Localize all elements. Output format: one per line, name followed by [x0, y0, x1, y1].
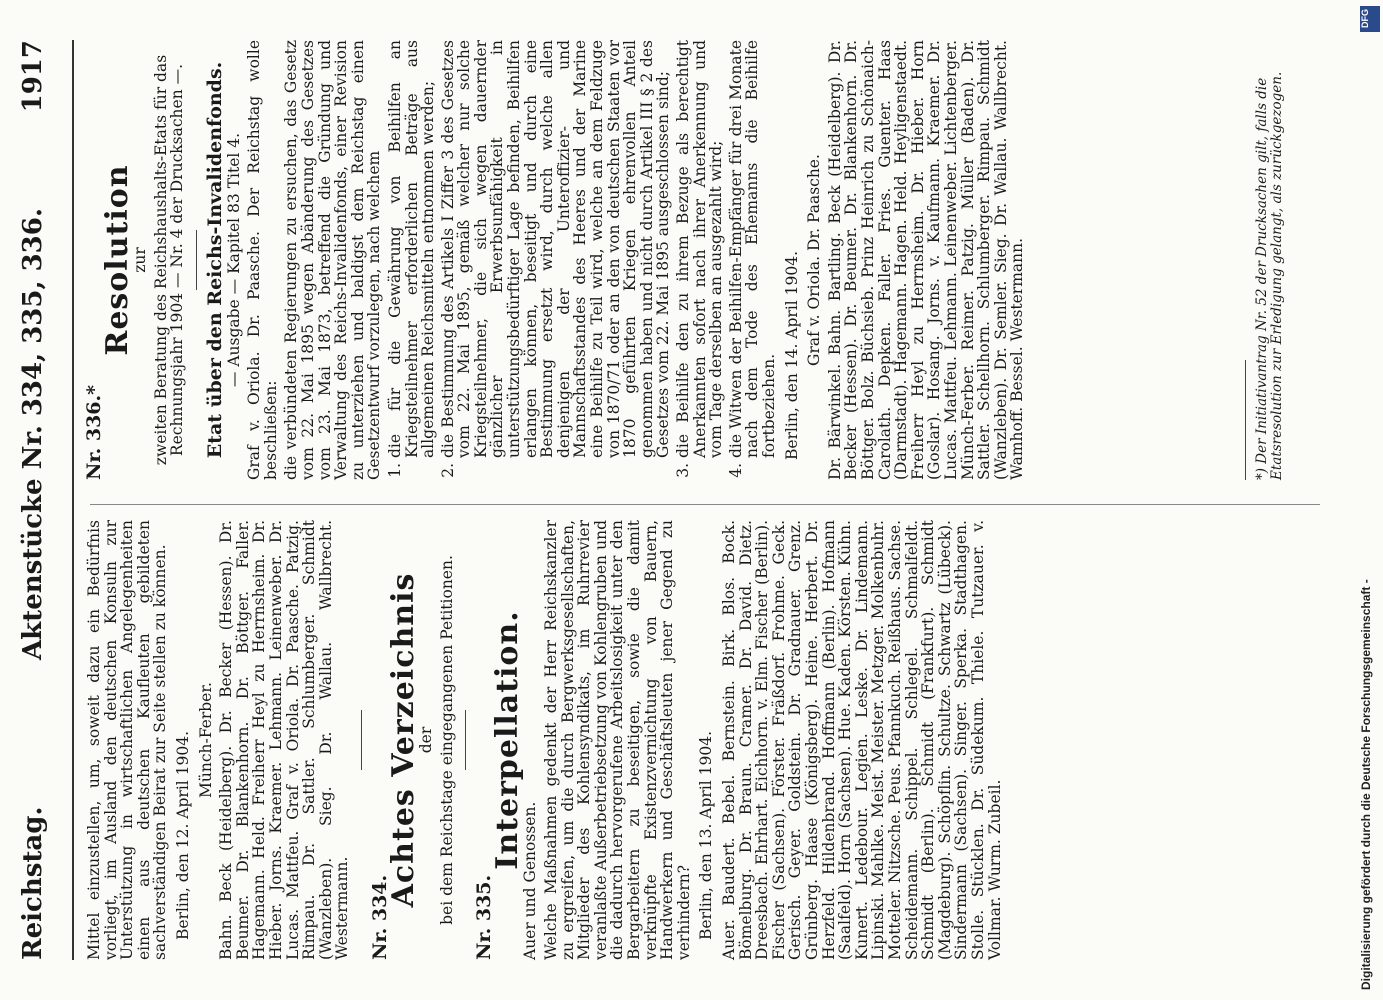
signers-1: Bahn. Beck (Heidelberg). Dr. Becker (Hessen). Dr. Beumer. Dr. Blankenhorn. Dr. Böttger. Faller. Hagemann. Held. Freiherr Heyl zu Herrnsheim. Dr. Hieber. Jorns. Kraemer. Lehmann. Leinenweber. Dr. Lucas. Mattfeu. Graf v. Oriola. Dr. Paasche. Patzig. Rimpau. Dr. Sattler. Schlumberger. Schmidt (Wanzleben). Sieg. Dr. Wallau. Wallbrecht. Westermann.	[217, 520, 352, 960]
motion-body: die verbündeten Regierungen zu ersuchen, das Gesetz vom 22. Mai 1895 wegen Abänderung des Gesetzes vom 23. Mai 1873, betreffend die Gründung und Verwaltung des Reichs-Invalidenfonds, einer Revision zu unterziehen und baldigst dem Reichstag einen Gesetzentwurf vorzulegen, nach welchem	[282, 40, 384, 480]
section-divider	[465, 710, 466, 770]
etat-subtitle: — Ausgabe — Kapitel 83 Titel 4.	[224, 132, 243, 388]
motion-item: 1. die für die Gewährung von Beihilfen an Kriegsteilnehmer erforderlichen Beträge aus allgemeinen Reichsmitteln entnommen werden;	[387, 40, 437, 458]
nr-336: Nr. 336.*	[83, 384, 105, 480]
motion-item: 3. die Beihilfe den zu ihrem Bezuge als berechtigt Anerkannten sofort nach ihrer Anerkennung und vom Tage derselben an ausgezahlt wird;	[675, 40, 725, 458]
subtitle-336: zweiten Beratung des Reichshaushalts-Etats für das Rechnungsjahr 1904 — Nr. 4 der Drucksachen —.	[151, 54, 187, 466]
motion-line: Graf v. Oriola. Dr. Paasche. Der Reichstag wolle beschließen:	[245, 40, 280, 480]
subtitle-334: bei dem Reichstage eingegangenen Petitionen.	[437, 555, 456, 925]
title-336: Resolution	[99, 164, 135, 356]
date-2: Berlin, den 13. April 1904.	[697, 730, 716, 940]
etat-title: Etat über den Reichs-Invalidenfonds.	[203, 61, 226, 459]
column-separator	[90, 504, 1320, 505]
dfg-logo: DFG	[1360, 6, 1380, 32]
right-column	[83, 40, 1030, 480]
interpellation-text: Welche Maßnahmen gedenkt der Herr Reichskanzler zu ergreifen, um die durch Bergwerksgesellschaften, Mitglieder des Kohlensyndikats, im Ruhrrevier veranlaßte Außerbetriebsetzung von Kohlengruben und die dadurch hervorgerufene Arbeitslosigkeit unter den Bergarbeitern zu beseitigen, sowie die damit verknüpfte Existenzvernichtung von Bauern, Handwerkern und Geschäftsleuten jener Gegend zu verhindern?	[542, 520, 693, 960]
page-header	[18, 40, 78, 960]
header-rule	[72, 40, 74, 960]
page-number: 1917	[18, 40, 48, 113]
title-335: Interpellation.	[489, 610, 525, 870]
motion-item: 2. die Bestimmung des Artikels I Ziffer 3 des Gesetzes vom 22. Mai 1895, gemäß welcher nur solche Kriegsteilnehmer, die sich wegen dauernder gänzlicher Erwerbsunfähigkeit in unterstützungsbedürftiger Lage befinden, Beihilfen erlangen können, beseitigt und durch eine Bestimmung ersetzt wird, durch welche allen denjenigen der Unteroffizier- und Mannschaftsstandes des Heeres und der Marine eine Beihilfe zu Teil wird, welche an dem Feldzuge von 1870/71 oder an den von deutschen Staaten vor 1870 geführten Kriegen ehrenvollen Anteil genommen haben und nicht durch Artikel III § 2 des Gesetzes vom 22. Mai 1895 ausgeschlossen sind;	[440, 40, 672, 458]
signer-1: Münch-Ferber.	[196, 682, 215, 798]
motion-items	[387, 40, 778, 480]
digitization-credit: Digitalisierung gefördert durch die Deutsche Forschungsgemeinschaft -	[1359, 579, 1373, 990]
title-334: Achtes Verzeichnis	[385, 572, 421, 908]
intro-paragraph: Mittel einzustellen, um, soweit dazu ein Bedürfnis vorliegt, im Ausland den deutschen Konsuln zur Unterstützung in wirtschaftlichen Angelegenheiten einen aus deutschen Kaufleuten gebildeten sachverständigen Beirat zur Seite stellen zu können.	[85, 520, 170, 960]
footnote: *) Der Initiativantrag Nr. 52 der Drucksachen gilt, falls die Etatsresolution zur Erledigung gelangt, als zurückgezogen.	[1254, 71, 1285, 480]
auer-line: Auer und Genossen.	[521, 801, 540, 960]
der-label: der	[417, 726, 436, 754]
date-3: Berlin, den 14. April 1904.	[782, 250, 801, 460]
signers-3: Dr. Bärwinkel. Bahn. Bartling. Beck (Heidelberg). Dr. Becker (Hessen). Dr. Beumer. Dr. Blankenhorn. Dr. Böttger. Bolz. Büchsieb. Prinz Heinrich zu Schönaich-Carolath. Depken. Faller. Fries. Guenter. Haas (Darmstadt). Hagemann. Hagen. Held. Heyligenstaedt. Freiherr Heyl zu Herrnsheim. Dr. Hieber. Horn (Goslar). Hosang. Jorns. v. Kaufmann. Kraemer. Dr. Lucas. Mattfeu. Lehmann. Leinenweber. Lichtenberger. Münch-Ferber. Reimer. Patzig. Müller (Baden). Dr. Sattler. Schellhorn. Schlumberger. Rimpau. Schmidt (Wanzleben). Dr. Semler. Sieg. Dr. Wallau. Wallbrecht. Wamhoff. Bessel. Westermann.	[825, 40, 1027, 480]
signer-3: Graf v. Oriola. Dr. Paasche.	[805, 154, 824, 366]
header-left: Reichstag.	[18, 806, 48, 960]
left-column	[86, 520, 1007, 960]
section-divider	[196, 230, 197, 290]
nr-335: Nr. 335.	[473, 874, 496, 960]
footnote-rule	[1245, 360, 1246, 480]
nr-334: Nr. 334.	[368, 874, 391, 960]
section-divider	[361, 710, 362, 770]
motion-item: 4. die Witwen der Beihilfen-Empfänger für drei Monate nach dem Tode des Ehemanns die Beihilfe fortbeziehen.	[728, 40, 778, 458]
signers-2: Auer. Baudert. Bebel. Bernstein. Birk. Blos. Bock. Bömelburg. Dr. Braun. Cramer. Dr. David. Dietz. Dreesbach. Ehrhart. Eichhorn. v. Elm. Fischer (Berlin). Fischer (Sachsen). Förster. Fräßdorf. Frohme. Geck. Gerisch. Geyer. Goldstein. Dr. Gradnauer. Grenz. Grünberg. Haase (Königsberg). Heine. Herbert. Dr. Herzfeld. Hildenbrand. Hoffmann (Berlin). Hofmann (Saalfeld). Horn (Sachsen). Hue. Kaden. Körsten. Kühn. Kunert. Ledebour. Legien. Leske. Dr. Lindemann. Lipinski. Mahlke. Meist. Meister. Metzger. Molkenbuhr. Motteler. Nitzsche. Peus. Pfannkuch. Reißhaus. Sachse. Scheidemann. Schippel. Schlegel. Schmalfeldt. Schmidt (Berlin). Schmidt (Frankfurt). Schmidt (Magdeburg). Schöpflin. Schultze. Schwartz (Lübeck). Sindermann (Sachsen). Singer. Sperka. Stadthagen. Stolle. Stücklen. Dr. Südekum. Thiele. Tutzauer. v. Vollmar. Wurm. Zubeil.	[720, 520, 1004, 960]
zur-label: zur	[131, 247, 150, 273]
header-center: Aktenstücke Nr. 334, 335, 336.	[18, 208, 48, 660]
date-1: Berlin, den 12. April 1904.	[173, 730, 192, 940]
